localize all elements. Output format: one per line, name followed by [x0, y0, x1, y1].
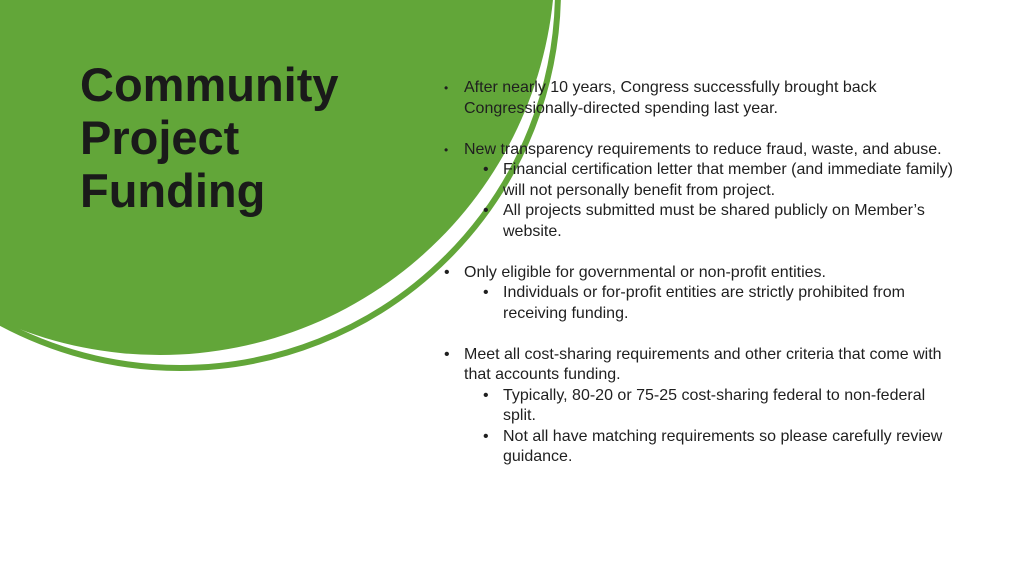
slide-title: Community Project Funding — [80, 58, 339, 217]
bullet-dot: • — [444, 345, 450, 363]
bullet-block — [440, 78, 960, 119]
sub-bullet-text: Not all have matching requirements so please carefully review guidance. — [503, 427, 943, 465]
bullet-text: New transparency requirements to reduce fraud, waste, and abuse. — [464, 140, 942, 158]
bullet-text: After nearly 10 years, Congress successfully brought back Congressionally-directed spending last year. — [464, 79, 877, 117]
bullet-dot: • — [483, 161, 489, 178]
bullet-block — [440, 140, 960, 243]
bullet-dot: • — [444, 81, 449, 95]
bullet-dot: • — [444, 263, 450, 281]
sub-bullet-text: Financial certification letter that member (and immediate family) will not personally benefit from project. — [503, 161, 953, 199]
sub-bullet-item — [440, 201, 960, 242]
bullet-block — [440, 263, 960, 325]
bullet-item — [440, 140, 960, 161]
bullet-item — [440, 345, 960, 386]
bullet-item — [440, 78, 960, 119]
bullet-list — [440, 78, 960, 488]
bullet-item — [440, 263, 960, 284]
bullet-dot: • — [483, 386, 489, 404]
sub-bullet-text: Individuals or for-profit entities are strictly prohibited from receiving funding. — [503, 284, 905, 322]
bullet-block — [440, 345, 960, 468]
bullet-dot: • — [483, 202, 489, 219]
bullet-text: Only eligible for governmental or non-profit entities. — [464, 263, 826, 281]
sub-bullet-item — [440, 160, 960, 201]
sub-bullet-item — [440, 386, 960, 427]
sub-bullet-text: Typically, 80-20 or 75-25 cost-sharing federal to non-federal split. — [503, 386, 926, 424]
sub-bullet-text: All projects submitted must be shared publicly on Member’s website. — [503, 202, 925, 240]
bullet-dot: • — [444, 142, 449, 157]
bullet-dot: • — [483, 284, 489, 301]
sub-bullet-item — [440, 283, 960, 324]
sub-bullet-item — [440, 427, 960, 468]
bullet-text: Meet all cost-sharing requirements and other criteria that come with that accounts funding. — [464, 345, 942, 383]
bullet-dot: • — [483, 427, 489, 445]
